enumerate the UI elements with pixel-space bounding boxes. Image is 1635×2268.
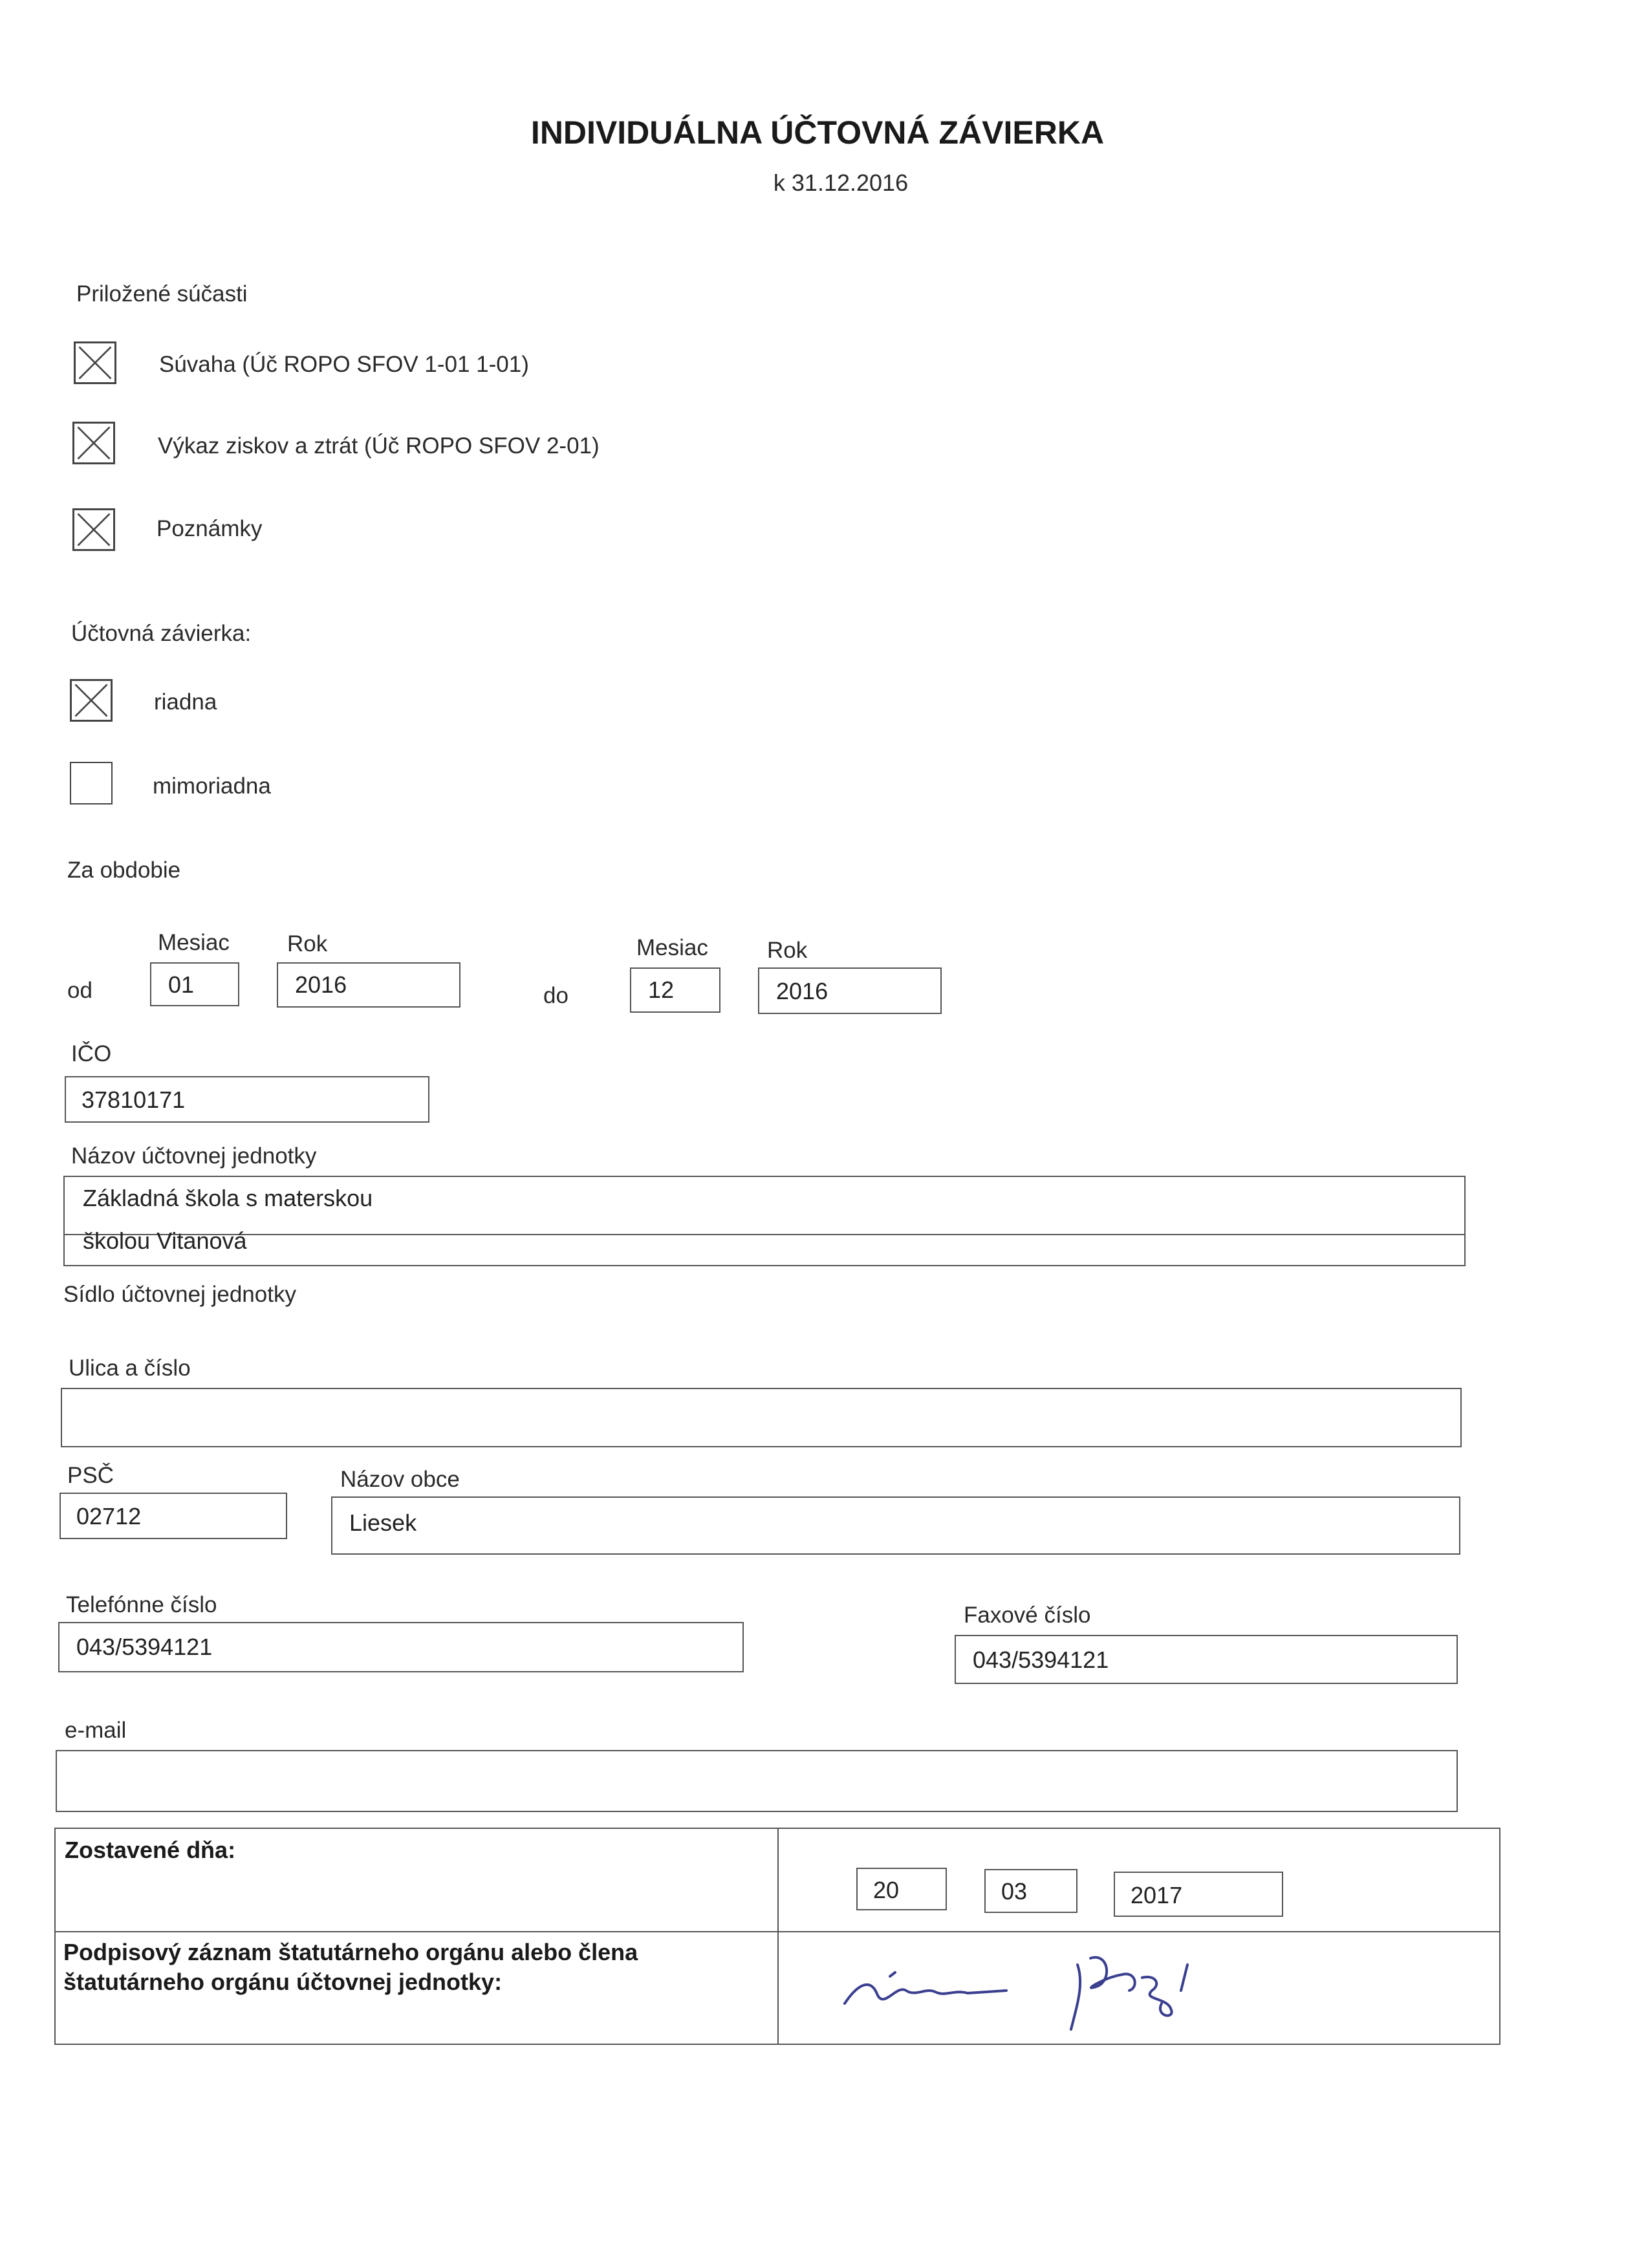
from-year-field[interactable] — [277, 962, 460, 1008]
checkbox-suvaha[interactable] — [74, 341, 116, 384]
city-field[interactable] — [331, 1496, 1460, 1555]
entity-name-label: Názov účtovnej jednotky — [71, 1143, 317, 1169]
to-month-label: Mesiac — [636, 935, 708, 960]
checkbox-vykaz[interactable] — [72, 422, 115, 464]
to-year-field[interactable] — [758, 967, 942, 1014]
from-month-value: 01 — [168, 971, 195, 998]
email-field[interactable] — [56, 1750, 1458, 1812]
period-heading: Za obdobie — [67, 858, 181, 883]
from-year-value: 2016 — [295, 971, 347, 998]
to-year-value: 2016 — [776, 978, 828, 1004]
table-vertical-divider — [777, 1829, 779, 2045]
phone-field[interactable] — [58, 1622, 744, 1672]
option-label-riadna: riadna — [154, 689, 217, 715]
compiled-month-value: 03 — [1001, 1878, 1028, 1905]
signature-label-line1: Podpisový záznam štatutárneho orgánu alebo člena — [63, 1939, 638, 1965]
ico-value: 37810171 — [81, 1086, 186, 1113]
attachment-label-suvaha: Súvaha (Úč ROPO SFOV 1-01 1-01) — [159, 352, 529, 377]
psc-label: PSČ — [67, 1463, 114, 1488]
to-month-field[interactable] — [630, 967, 720, 1013]
street-label: Ulica a číslo — [69, 1355, 191, 1381]
fax-label: Faxové číslo — [964, 1603, 1091, 1628]
phone-value: 043/5394121 — [76, 1634, 213, 1660]
option-label-mimoriadna: mimoriadna — [153, 773, 271, 799]
phone-label: Telefónne číslo — [66, 1592, 217, 1617]
to-year-label: Rok — [767, 938, 808, 963]
page-title: INDIVIDUÁLNA ÚČTOVNÁ ZÁVIERKA — [530, 114, 1105, 151]
signature-table — [54, 1828, 1500, 2045]
from-month-field[interactable] — [150, 962, 239, 1006]
ico-field[interactable] — [65, 1076, 429, 1123]
handwritten-signature — [819, 1939, 1310, 2036]
attachments-heading: Priložené súčasti — [76, 281, 248, 307]
from-label: od — [67, 978, 92, 1003]
check-x-icon — [76, 343, 114, 382]
page-subtitle-date: k 31.12.2016 — [773, 169, 909, 196]
compiled-day-value: 20 — [873, 1877, 900, 1903]
compiled-year-value: 2017 — [1131, 1882, 1183, 1908]
to-month-value: 12 — [648, 977, 675, 1003]
checkbox-mimoriadna[interactable] — [70, 762, 113, 805]
from-month-label: Mesiac — [158, 930, 230, 955]
ico-label: IČO — [71, 1041, 112, 1066]
compiled-day-field[interactable] — [856, 1868, 947, 1910]
entity-name-line1: Základná škola s materskou — [83, 1185, 373, 1211]
city-label: Názov obce — [340, 1467, 460, 1492]
checkbox-poznamky[interactable] — [72, 508, 115, 551]
compiled-year-field[interactable] — [1114, 1872, 1283, 1917]
check-x-icon — [74, 424, 113, 462]
email-label: e-mail — [65, 1718, 127, 1743]
closing-type-heading: Účtovná závierka: — [71, 621, 252, 646]
compiled-month-field[interactable] — [984, 1869, 1077, 1913]
city-value: Liesek — [349, 1509, 417, 1536]
check-x-icon — [72, 681, 111, 720]
attachment-label-poznamky: Poznámky — [157, 516, 263, 541]
compiled-label: Zostavené dňa: — [65, 1837, 236, 1863]
entity-name-divider — [65, 1234, 1464, 1235]
fax-field[interactable] — [955, 1635, 1458, 1684]
street-field[interactable] — [61, 1388, 1462, 1447]
entity-name-field[interactable] — [63, 1176, 1466, 1266]
from-year-label: Rok — [287, 931, 328, 956]
entity-name-line2: školou Vitanová — [83, 1227, 247, 1254]
table-horizontal-divider — [56, 1931, 1499, 1932]
fax-value: 043/5394121 — [973, 1647, 1109, 1673]
signature-label-line2: štatutárneho orgánu účtovnej jednotky: — [63, 1969, 503, 1995]
check-x-icon — [74, 510, 113, 549]
to-label: do — [543, 983, 568, 1008]
checkbox-riadna[interactable] — [70, 679, 113, 722]
seat-label: Sídlo účtovnej jednotky — [63, 1282, 296, 1307]
psc-value: 02712 — [76, 1503, 142, 1529]
attachment-label-vykaz: Výkaz ziskov a ztrát (Úč ROPO SFOV 2-01) — [158, 433, 600, 459]
psc-field[interactable] — [60, 1493, 287, 1539]
